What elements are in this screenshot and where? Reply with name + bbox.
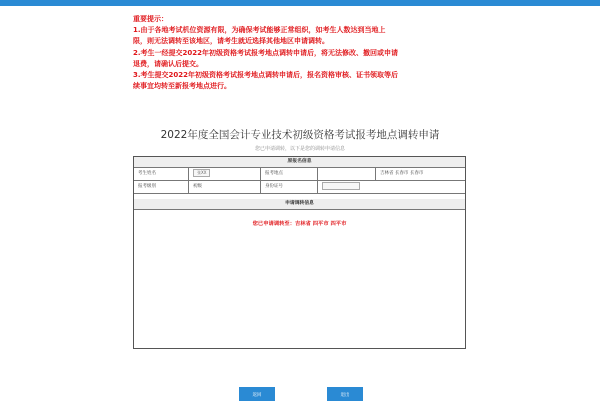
- level-label: 报考级别: [134, 180, 189, 193]
- name-cell: [189, 167, 261, 180]
- notice-line-1b: 限，则无法调转至该地区，请考生就近选择其他地区申请调转。: [133, 37, 329, 46]
- id-value: [322, 182, 360, 190]
- id-cell: [318, 180, 467, 193]
- apply-destination-text: 您已申请调转至：吉林省 四平市 四平市: [252, 221, 347, 227]
- form-row-level: [134, 180, 465, 194]
- section-original-info: 原报名信息: [134, 157, 465, 168]
- important-notice: [133, 14, 473, 92]
- application-form: [133, 156, 466, 349]
- page-title: 2022年度全国会计专业技术初级资格考试报考地点调转申请: [160, 129, 440, 141]
- notice-line-3a: 3.考生提交2022年初级资格考试报考地点调转申请后，报名资格审核、证书领取等后: [133, 71, 399, 80]
- name-label: 考生姓名: [134, 167, 189, 180]
- left-margin: [0, 6, 120, 400]
- exam-place-label: 报考地点: [261, 167, 318, 180]
- exam-place-value: 吉林省 长春市 长春市: [380, 171, 424, 176]
- right-margin: [480, 6, 600, 400]
- level-value: 初级: [189, 180, 261, 193]
- notice-line-2a: 2.考生一经提交2022年初级资格考试报考地点调转申请后，将无法修改、撤回或申请: [133, 48, 399, 57]
- name-value: 张XX: [193, 169, 210, 177]
- exit-button[interactable]: 退出: [327, 387, 363, 401]
- page-subtitle: 您已申请调转，以下是您的调转申请信息: [254, 146, 345, 152]
- back-button[interactable]: 返回: [239, 387, 275, 401]
- exam-place-spacer: [318, 167, 376, 180]
- notice-line-3b: 续事宜均转至新报考地点进行。: [133, 82, 231, 91]
- form-row-name: [134, 167, 465, 181]
- notice-line-1a: 1.由于各地考试机位资源有限，为确保考试能够正常组织，如考生人数达到当地上: [133, 26, 386, 35]
- notice-heading: 重要提示：: [133, 15, 168, 23]
- section-apply-info: 申请调转信息: [134, 199, 465, 210]
- id-label: 身份证号: [261, 180, 318, 193]
- notice-line-2b: 退费，请确认后提交。: [133, 59, 203, 68]
